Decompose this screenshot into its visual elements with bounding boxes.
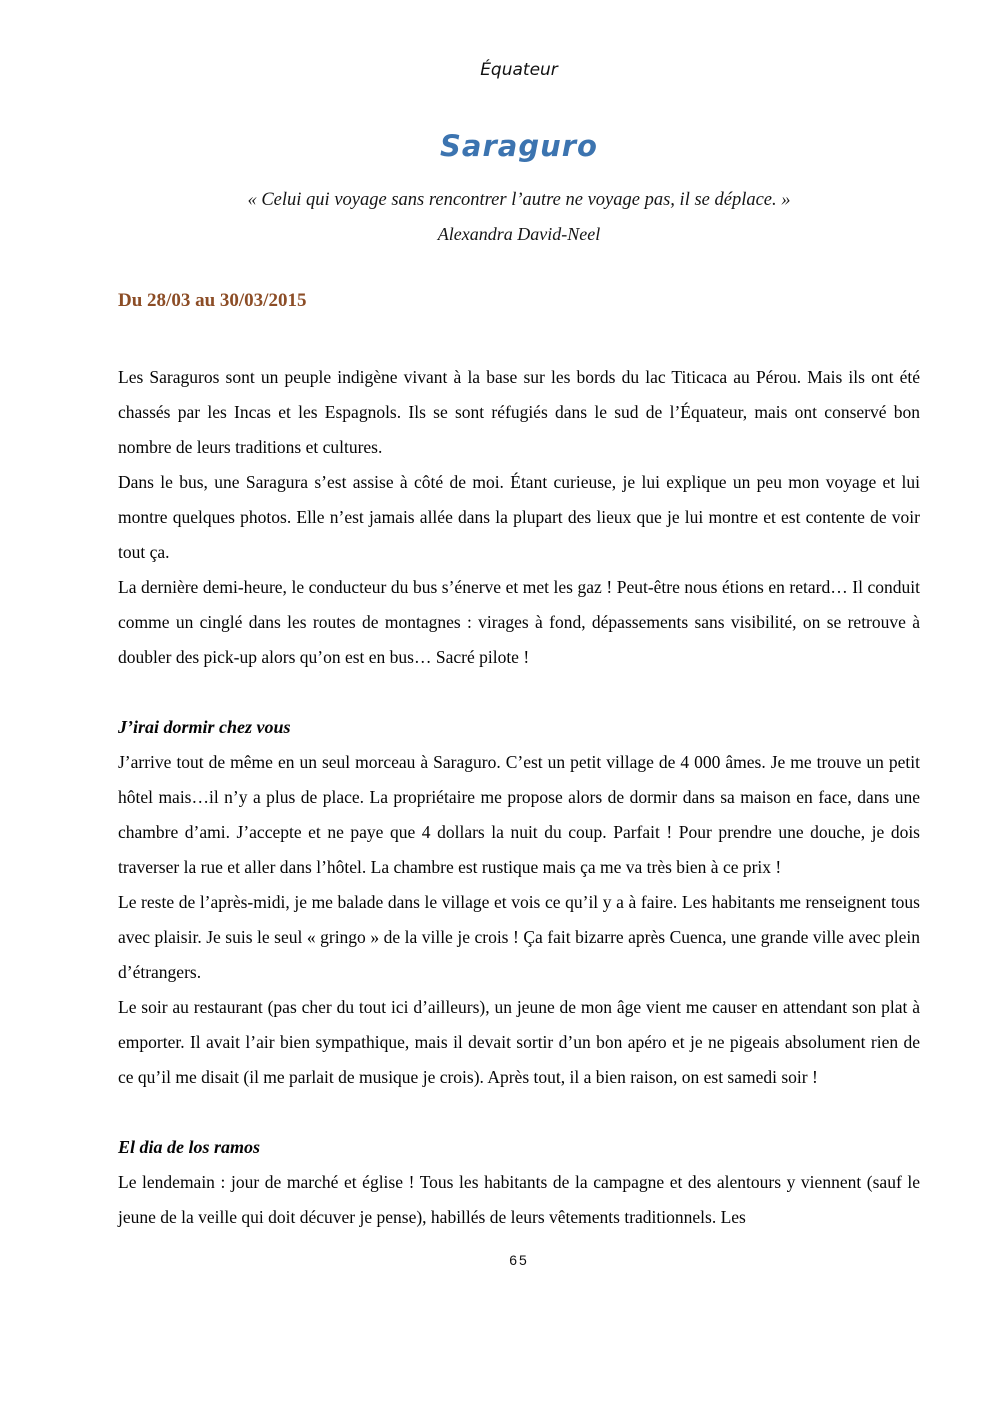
epigraph-quote: « Celui qui voyage sans rencontrer l’autre ne voyage pas, il se déplace. »: [247, 190, 791, 210]
paragraph: Le reste de l’après-midi, je me balade dans le village et vois ce qu’il y a à faire. Les habitants me renseignent tous avec plaisir. Je suis le seul « gringo » de la ville je crois ! Ça fait bizarre après Cuenca, une grande ville avec plein d’étrangers.: [118, 892, 920, 982]
paragraph: Le soir au restaurant (pas cher du tout ici d’ailleurs), un jeune de mon âge vient me causer en attendant son plat à emporter. Il avait l’air bien sympathique, mais il devait sortir d’un bon apéro et je ne pigeais absolument rien de ce qu’il me disait (il me parlait de musique je crois). Après tout, il a bien raison, on est samedi soir !: [118, 997, 920, 1087]
paragraph: J’arrive tout de même en un seul morceau à Saraguro. C’est un petit village de 4 000 âmes. Je me trouve un petit hôtel mais…il n’y a plus de place. La propriétaire me propose alors de dormir dans sa maison en face, dans une chambre d’ami. J’accepte et ne paye que 4 dollars la nuit du coup. Parfait ! Pour prendre une douche, je dois traverser la rue et aller dans l’hôtel. La chambre est rustique mais ça me va très bien à ce prix !: [118, 752, 920, 877]
page-number: 65: [509, 1252, 529, 1268]
paragraph: Le lendemain : jour de marché et église ! Tous les habitants de la campagne et des alentours y viennent (sauf le jeune de la veille qui doit décuver je pense), habillés de leurs vêtements traditionnels. Les: [118, 1172, 920, 1227]
section-heading: El dia de los ramos: [118, 1137, 261, 1157]
page-title: Saraguro: [440, 129, 598, 163]
date-range-heading: Du 28/03 au 30/03/2015: [118, 290, 307, 311]
section-heading: J’irai dormir chez vous: [118, 717, 291, 737]
paragraph: Dans le bus, une Saragura s’est assise à côté de moi. Étant curieuse, je lui explique un peu mon voyage et lui montre quelques photos. Elle n’est jamais allée dans la plupart des lieux que je lui montre et est contente de voir tout ça.: [118, 472, 920, 562]
body-content: [118, 360, 920, 1235]
epigraph-author: Alexandra David-Neel: [437, 224, 601, 244]
paragraph: Les Saraguros sont un peuple indigène vivant à la base sur les bords du lac Titicaca au Pérou. Mais ils ont été chassés par les Incas et les Espagnols. Ils se sont réfugiés dans le sud de l’Équateur, mais ont conservé bon nombre de leurs traditions et cultures.: [118, 367, 920, 457]
paragraph: La dernière demi-heure, le conducteur du bus s’énerve et met les gaz ! Peut-être nous étions en retard… Il conduit comme un cinglé dans les routes de montagnes : virages à fond, dépassements sans visibilité, on se retrouve à doubler des pick-up alors qu’on est en bus… Sacré pilote !: [118, 577, 920, 667]
running-header: Équateur: [480, 60, 558, 80]
